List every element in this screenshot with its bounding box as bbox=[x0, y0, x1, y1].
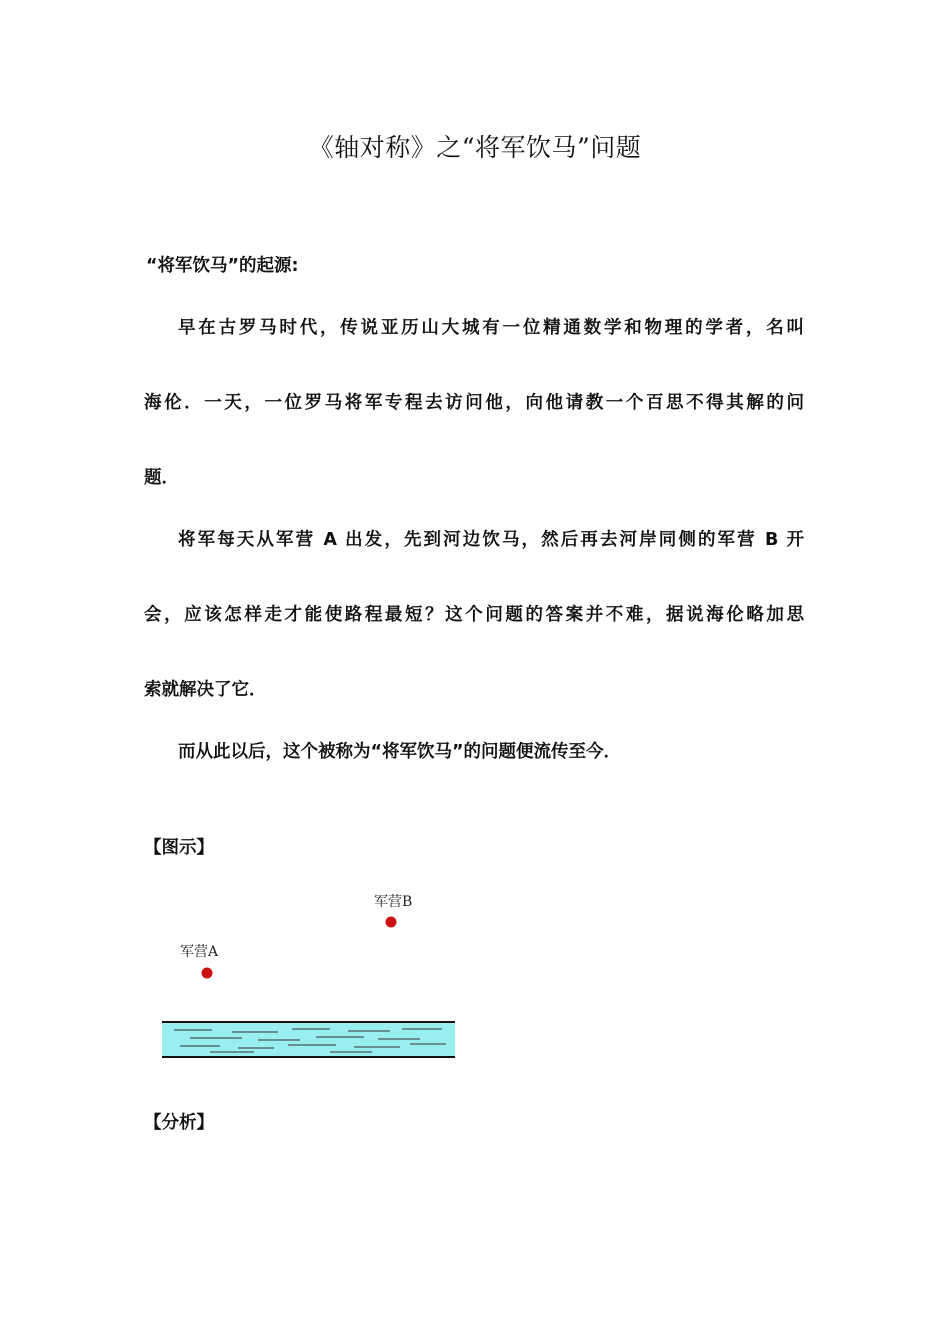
paragraph1-line1: 早在古罗马时代，传说亚历山大城有一位精通数学和物理的学者，名叫 bbox=[178, 318, 804, 338]
paragraph2-line2: 会，应该怎样走才能使路程最短？这个问题的答案并不难，据说海伦略加思 bbox=[144, 605, 804, 625]
camp-a-point bbox=[202, 968, 213, 979]
river-camp-figure bbox=[150, 880, 470, 1070]
camp-a-label: 军营A bbox=[180, 944, 219, 960]
paragraph2-line1: 将军每天从军营 A 出发，先到河边饮马，然后再去河岸同侧的军营 B 开 bbox=[178, 530, 804, 550]
origin-heading: “将军饮马”的起源: bbox=[146, 256, 299, 276]
paragraph1-line3: 题． bbox=[144, 468, 179, 488]
document-title: 《轴对称》之“将军饮马”问题 bbox=[308, 133, 642, 162]
figure-svg bbox=[150, 880, 470, 1070]
camp-b-point bbox=[386, 917, 397, 928]
figure-heading: 【图示】 bbox=[144, 838, 214, 858]
paragraph1-line2: 海伦．一天，一位罗马将军专程去访问他，向他请教一个百思不得其解的问 bbox=[144, 393, 804, 413]
analysis-heading: 【分析】 bbox=[144, 1113, 214, 1133]
paragraph2-line3: 索就解决了它． bbox=[144, 680, 267, 700]
paragraph3: 而从此以后，这个被称为“将军饮马”的问题便流传至今． bbox=[178, 742, 622, 762]
camp-b-label: 军营B bbox=[374, 894, 413, 910]
